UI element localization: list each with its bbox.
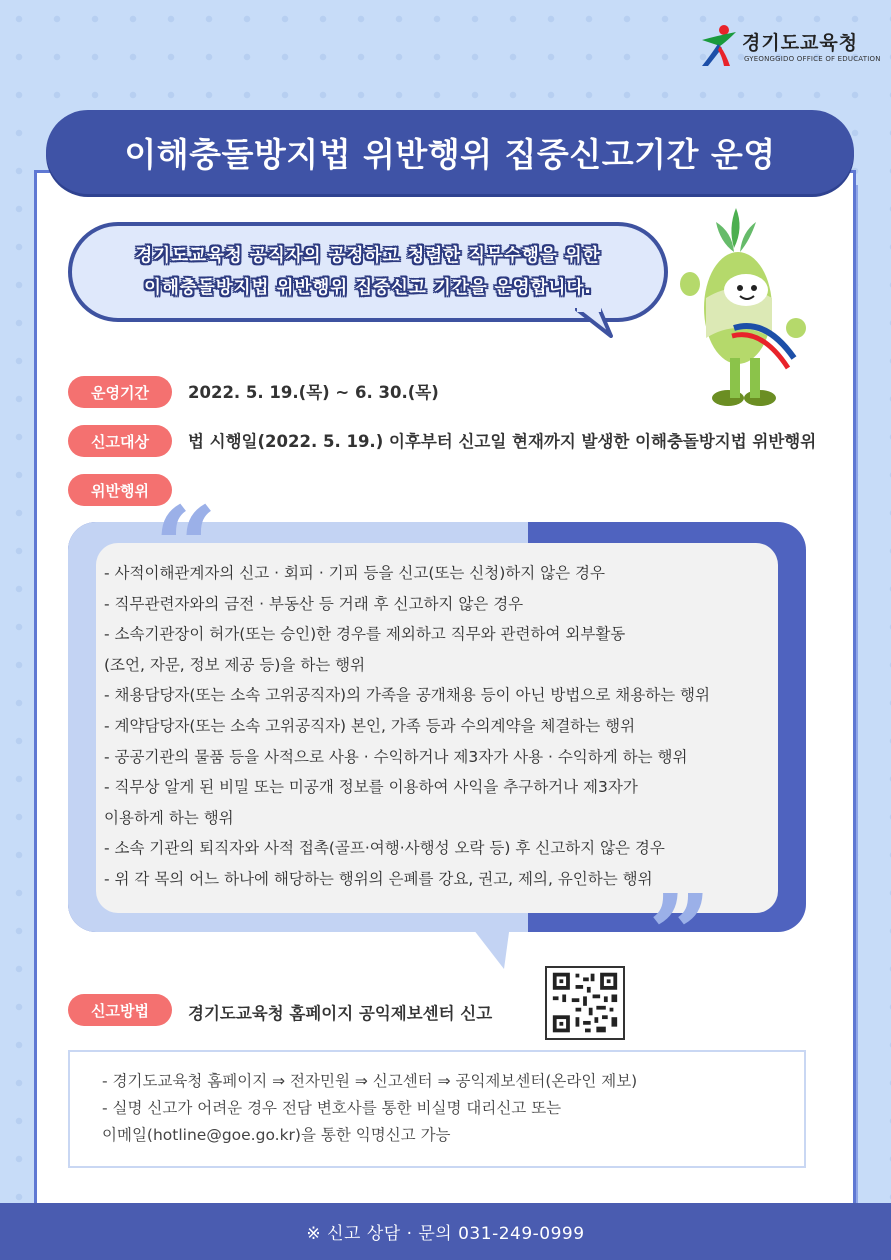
contact-info: ※ 신고 상담 · 문의 031-249-0999 bbox=[306, 1224, 585, 1244]
open-quote-icon: “ bbox=[154, 482, 218, 611]
violations-tag: 위반행위 bbox=[68, 474, 172, 506]
target-value: 법 시행일(2022. 5. 19.) 이후부터 신고일 현재까지 발생한 이해충돌방지법 위반행위 bbox=[188, 432, 817, 451]
method-value: 경기도교육청 홈페이지 공익제보센터 신고 bbox=[188, 1004, 493, 1023]
method-tag: 신고방법 bbox=[68, 994, 172, 1026]
period-tag: 운영기간 bbox=[68, 376, 172, 408]
title-banner bbox=[46, 110, 854, 194]
list-item: - 계약담당자(또는 소속 고위공직자) 본인, 가족 등과 수의계약을 체결하는 행위 bbox=[104, 716, 636, 735]
list-item: (조언, 자문, 정보 제공 등)을 하는 행위 bbox=[104, 655, 366, 674]
bamboo-shoot-mascot-icon bbox=[676, 208, 826, 418]
list-item: - 직무관련자와의 금전 · 부동산 등 거래 후 신고하지 않은 경우 bbox=[104, 594, 524, 613]
list-item: - 사적이해관계자의 신고 · 회피 · 기피 등을 신고(또는 신청)하지 않은 경우 bbox=[104, 564, 605, 582]
list-item: 이용하게 하는 행위 bbox=[104, 808, 234, 827]
list-item: - 실명 신고가 어려운 경우 전담 변호사를 통한 비실명 대리신고 또는 bbox=[102, 1099, 562, 1117]
logo-text: 경기도교육청 bbox=[742, 32, 859, 54]
target-tag: 신고대상 bbox=[68, 425, 172, 457]
footer-bar bbox=[0, 1203, 891, 1260]
close-quote-icon: ” bbox=[648, 870, 712, 999]
list-item: - 직무상 알게 된 비밀 또는 미공개 정보를 이용하여 사익을 추구하거나 제3자가 bbox=[104, 778, 638, 797]
bubble-tail bbox=[575, 308, 615, 338]
intro-speech-bubble bbox=[68, 222, 668, 322]
intro-line-2: 이해충돌방지법 위반행위 집중신고 기간을 운영합니다. bbox=[144, 278, 592, 298]
page-title: 이해충돌방지법 위반행위 집중신고기간 운영 bbox=[124, 134, 776, 174]
gyeonggi-education-logo bbox=[696, 22, 881, 72]
violations-frame-tail bbox=[470, 925, 530, 971]
list-item: - 경기도교육청 홈페이지 ⇒ 전자민원 ⇒ 신고센터 ⇒ 공익제보센터(온라인 제보) bbox=[102, 1072, 638, 1090]
method-list bbox=[102, 1068, 637, 1149]
period-value: 2022. 5. 19.(목) ~ 6. 30.(목) bbox=[188, 383, 439, 402]
violation-list bbox=[104, 558, 774, 895]
logo-subtext: GYEONGGIDO OFFICE OF EDUCATION bbox=[744, 55, 881, 63]
list-item: - 소속 기관의 퇴직자와 사적 접촉(골프·여행·사행성 오락 등) 후 신고하지 않은 경우 bbox=[104, 839, 665, 858]
qr-code-icon[interactable] bbox=[545, 966, 625, 1040]
logo-figure-icon bbox=[696, 22, 740, 68]
list-item: 이메일(hotline@goe.go.kr)을 통한 익명신고 가능 bbox=[102, 1126, 451, 1144]
list-item: - 공공기관의 물품 등을 사적으로 사용 · 수익하거나 제3자가 사용 · 수익하게 하는 행위 bbox=[104, 747, 688, 766]
list-item: - 소속기관장이 허가(또는 승인)한 경우를 제외하고 직무와 관련하여 외부활동 bbox=[104, 625, 626, 644]
intro-line-1: 경기도교육청 공직자의 공정하고 청렴한 직무수행을 위한 bbox=[135, 246, 601, 266]
list-item: - 채용담당자(또는 소속 고위공직자)의 가족을 공개채용 등이 아닌 방법으로 채용하는 행위 bbox=[104, 686, 710, 705]
list-item: - 위 각 목의 어느 하나에 해당하는 행위의 은폐를 강요, 권고, 제의, 유인하는 행위 bbox=[104, 869, 653, 888]
